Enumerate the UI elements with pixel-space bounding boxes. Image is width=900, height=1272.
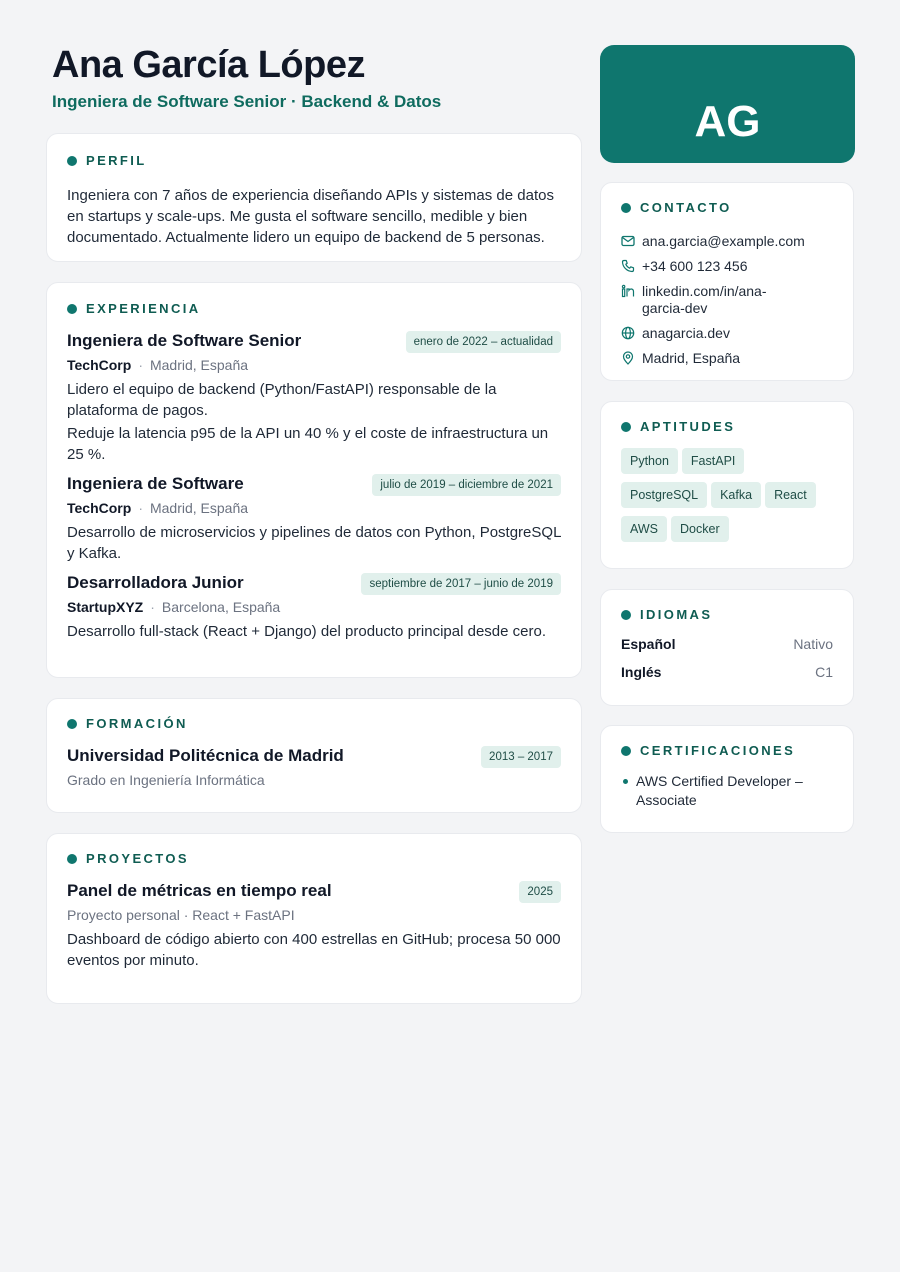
project-name: Panel de métricas en tiempo real [67, 881, 332, 900]
certification-text: AWS Certified Developer – Associate [636, 773, 803, 808]
languages-section-title [621, 607, 833, 622]
contact-card [600, 182, 854, 381]
experience-title: EXPERIENCIA [86, 301, 201, 316]
experience-entry [67, 474, 561, 564]
job-bullet: Reduje la latencia p95 de la API un 40 % y el coste de infraestructura un 25 %. [67, 425, 549, 463]
job-bullet: Lidero el equipo de backend (Python/FastAPI) responsable de la plataforma de pagos. [67, 381, 497, 419]
mail-icon [621, 234, 635, 248]
languages-card [600, 589, 854, 706]
job-company: StartupXYZ [67, 599, 144, 615]
section-dot-icon [621, 746, 631, 756]
profile-section-title [67, 153, 561, 168]
experience-entry [67, 331, 561, 465]
education-title: FORMACIÓN [86, 716, 188, 731]
projects-title: PROYECTOS [86, 851, 189, 866]
skill-chip: React [765, 482, 816, 508]
map-pin-icon [621, 351, 635, 365]
job-location: Madrid, España [149, 500, 249, 516]
job-location: Madrid, España [149, 357, 249, 373]
job-dates-badge: septiembre de 2017 – junio de 2019 [361, 573, 561, 595]
job-company-line: TechCorp · Madrid, España [67, 500, 249, 516]
certifications-section-title [621, 743, 833, 758]
skill-chip: Kafka [711, 482, 761, 508]
languages-title: IDIOMAS [640, 607, 713, 622]
job-bullet: Desarrollo full-stack (React + Django) del producto principal desde cero. [67, 623, 546, 640]
certifications-card [600, 725, 854, 833]
skills-list [621, 448, 833, 550]
contact-title: CONTACTO [640, 200, 732, 215]
education-school: Universidad Politécnica de Madrid [67, 746, 344, 765]
skills-title: APTITUDES [640, 419, 736, 434]
job-bullet: Desarrollo de microservicios y pipelines de datos con Python, PostgreSQL y Kafka. [67, 524, 561, 562]
contact-location-text: Madrid, España [642, 350, 741, 366]
bullet-icon [623, 779, 628, 784]
language-level: C1 [815, 664, 833, 680]
section-dot-icon [67, 719, 77, 729]
avatar-initials: AG [694, 97, 761, 146]
project-description: Dashboard de código abierto con 400 estrellas en GitHub; procesa 50 000 eventos por minuto. [67, 931, 561, 969]
contact-website[interactable] [621, 325, 833, 342]
profile-title: PERFIL [86, 153, 147, 168]
contact-phone-text: +34 600 123 456 [642, 258, 748, 274]
contact-section-title [621, 200, 833, 215]
job-role: Ingeniera de Software [67, 474, 244, 493]
contact-location [621, 350, 833, 367]
contact-phone[interactable] [621, 258, 833, 275]
contact-linkedin[interactable] [621, 283, 833, 317]
job-dates-badge: julio de 2019 – diciembre de 2021 [372, 474, 561, 496]
contact-website-text: anagarcia.dev [642, 325, 730, 341]
education-card [46, 698, 582, 813]
section-dot-icon [621, 422, 631, 432]
education-section-title [67, 716, 561, 731]
language-name: Inglés [621, 664, 662, 680]
section-dot-icon [621, 610, 631, 620]
education-dates-badge: 2013 – 2017 [481, 746, 561, 768]
projects-card [46, 833, 582, 1004]
contact-linkedin-text: linkedin.com/in/ana-garcia-dev [642, 283, 767, 316]
section-dot-icon [621, 203, 631, 213]
candidate-headline: Ingeniera de Software Senior · Backend & Datos [52, 92, 442, 111]
language-row [621, 664, 833, 680]
experience-entry [67, 573, 561, 642]
skill-chip: Python [621, 448, 678, 474]
project-meta: Proyecto personal · React + FastAPI [67, 907, 295, 923]
language-name: Español [621, 636, 676, 652]
skills-card [600, 401, 854, 569]
contact-email[interactable] [621, 233, 833, 250]
linkedin-icon [621, 284, 635, 298]
language-row [621, 636, 833, 652]
globe-icon [621, 326, 635, 340]
skill-chip: Docker [671, 516, 729, 542]
avatar [600, 45, 855, 163]
profile-card [46, 133, 582, 262]
projects-section-title [67, 851, 561, 866]
job-role: Desarrolladora Junior [67, 573, 244, 592]
education-degree: Grado en Ingeniería Informática [67, 772, 265, 788]
job-company-line: TechCorp · Madrid, España [67, 357, 249, 373]
project-year-badge: 2025 [519, 881, 561, 903]
section-dot-icon [67, 156, 77, 166]
certifications-title: CERTIFICACIONES [640, 743, 796, 758]
candidate-name: Ana García López [52, 44, 365, 86]
contact-email-text: ana.garcia@example.com [642, 233, 805, 249]
language-level: Nativo [793, 636, 833, 652]
phone-icon [621, 259, 635, 273]
job-location: Barcelona, España [161, 599, 281, 615]
certification-item [623, 772, 833, 810]
section-dot-icon [67, 304, 77, 314]
profile-text: Ingeniera con 7 años de experiencia diseñando APIs y sistemas de datos en startups y scale-ups. Me gusta el software sencillo, medible y bien documentado. Actualmente lidero un equipo de backend de 5 personas. [67, 187, 554, 246]
job-company: TechCorp [67, 500, 132, 516]
skills-section-title [621, 419, 833, 434]
job-role: Ingeniera de Software Senior [67, 331, 302, 350]
job-dates-badge: enero de 2022 – actualidad [406, 331, 561, 353]
job-company: TechCorp [67, 357, 132, 373]
skill-chip: FastAPI [682, 448, 744, 474]
job-company-line: StartupXYZ · Barcelona, España [67, 599, 281, 615]
skill-chip: PostgreSQL [621, 482, 707, 508]
skill-chip: AWS [621, 516, 667, 542]
section-dot-icon [67, 854, 77, 864]
experience-card [46, 282, 582, 678]
experience-section-title [67, 301, 561, 316]
